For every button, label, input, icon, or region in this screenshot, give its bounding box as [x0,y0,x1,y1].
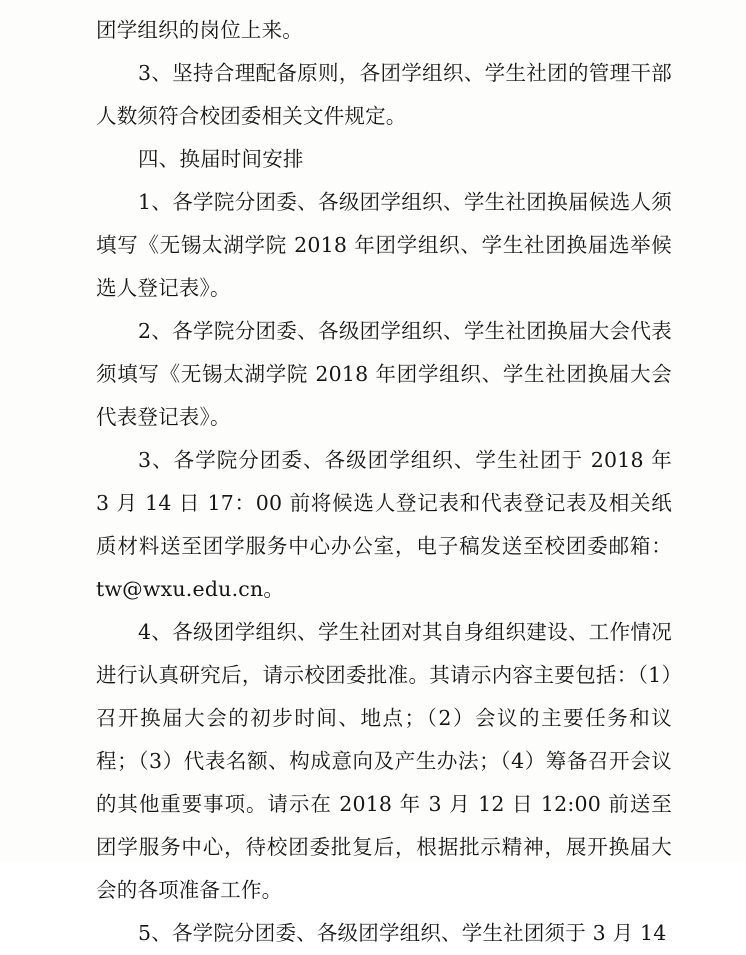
paragraph-item-2-representatives: 2、各学院分团委、各级团学组织、学生社团换届大会代表须填写《无锡太湖学院 2018 年团学组织、学生社团换届大会代表登记表》。 [96,319,672,429]
paragraph-item-3-deadline: 3、各学院分团委、各级团学组织、学生社团于 2018 年 3 月 14 日 17：00 前将候选人登记表和代表登记表及相关纸质材料送至团学服务中心办公室，电子稿发送至校团委邮箱：tw@wxu.edu.cn。 [96,448,672,601]
paragraph-continued-top: 团学组织的岗位上来。 [96,18,303,42]
document-body [96,0,672,955]
paragraph-item-1-candidates: 1、各学院分团委、各级团学组织、学生社团换届候选人须填写《无锡太湖学院 2018 年团学组织、学生社团换届选举候选人登记表》。 [96,190,672,300]
paragraph-item-3-principle: 3、坚持合理配备原则，各团学组织、学生社团的管理干部人数须符合校团委相关文件规定。 [96,61,672,128]
paragraph-section-four-heading: 四、换届时间安排 [138,147,304,171]
paragraph-item-4-report: 4、各级团学组织、学生社团对其自身组织建设、工作情况进行认真研究后，请示校团委批准。其请示内容主要包括：（1）召开换届大会的初步时间、地点；（2）会议的主要任务和议程；（3）代表名额、构成意向及产生办法；（4）筹备召开会议的其他重要事项。请示在 2018 年 3 月 12 日 12:00 前送至团学服务中心，待校团委批复后，根据批示精神，展开换届大会的各项准备工作。 [96,620,672,902]
top-spacer [96,0,672,9]
paragraph-item-5-partial: 5、各学院分团委、各级团学组织、学生社团须于 3 月 14 [138,921,667,945]
